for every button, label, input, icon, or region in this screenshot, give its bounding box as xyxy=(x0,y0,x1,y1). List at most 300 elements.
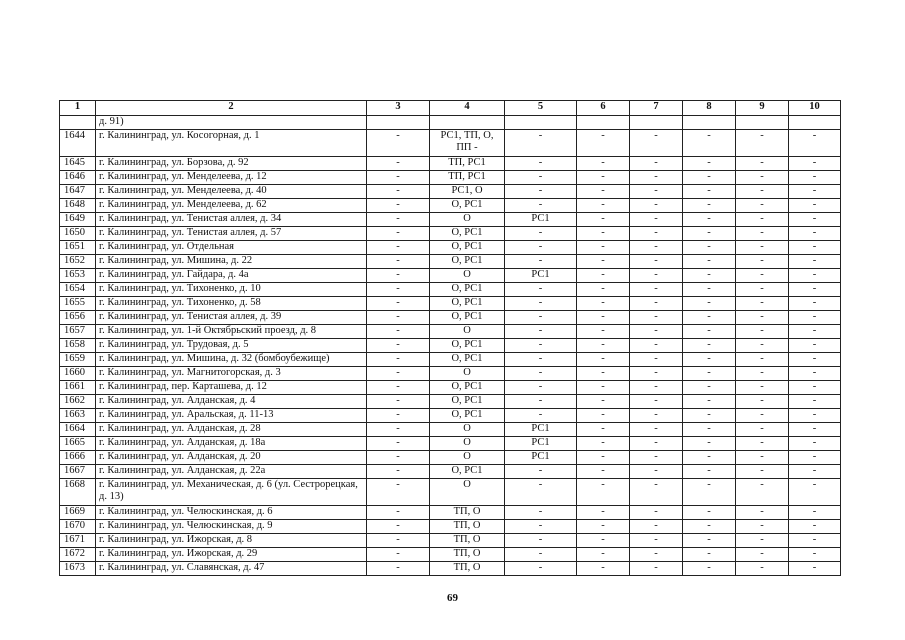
table-row xyxy=(60,227,841,241)
value-cell-col-7: - xyxy=(630,381,683,395)
value-cell-col-7: - xyxy=(630,395,683,409)
header-col-6: 6 xyxy=(577,101,630,116)
value-cell-col-8: - xyxy=(683,381,736,395)
value-cell-col-3: - xyxy=(367,157,430,171)
row-number: 1671 xyxy=(60,534,96,548)
row-number: 1654 xyxy=(60,283,96,297)
address-cell: г. Калининград, ул. Мишина, д. 32 (бомбоубежище) xyxy=(96,353,367,367)
table-row xyxy=(60,520,841,534)
value-cell-col-9: - xyxy=(736,534,789,548)
value-cell-col-9: - xyxy=(736,367,789,381)
table-row xyxy=(60,297,841,311)
value-cell-col-4: О, РС1 xyxy=(430,465,505,479)
value-cell-col-5: - xyxy=(505,548,577,562)
value-cell-col-6: - xyxy=(577,465,630,479)
value-cell-col-7: - xyxy=(630,269,683,283)
row-number: 1658 xyxy=(60,339,96,353)
table-row xyxy=(60,185,841,199)
value-cell-col-3: - xyxy=(367,185,430,199)
value-cell-col-7: - xyxy=(630,241,683,255)
value-cell-col-6: - xyxy=(577,325,630,339)
value-cell-col-6: - xyxy=(577,437,630,451)
address-cell: г. Калининград, ул. Алданская, д. 18а xyxy=(96,437,367,451)
value-cell-col-5: - xyxy=(505,520,577,534)
table-row xyxy=(60,199,841,213)
value-cell-col-5: - xyxy=(505,395,577,409)
row-number: 1667 xyxy=(60,465,96,479)
value-cell-col-4: О xyxy=(430,367,505,381)
value-cell-col-4: О, РС1 xyxy=(430,381,505,395)
address-cell: г. Калининград, ул. Тихоненко, д. 58 xyxy=(96,297,367,311)
value-cell-col-10: - xyxy=(789,506,841,520)
value-cell-col-10: - xyxy=(789,465,841,479)
address-cell: г. Калининград, ул. Магнитогорская, д. 3 xyxy=(96,367,367,381)
row-number: 1669 xyxy=(60,506,96,520)
value-cell-col-9 xyxy=(736,116,789,130)
table-row xyxy=(60,381,841,395)
value-cell-col-7: - xyxy=(630,451,683,465)
value-cell-col-6: - xyxy=(577,479,630,506)
value-cell-col-8: - xyxy=(683,409,736,423)
value-cell-col-4: ТП, О xyxy=(430,520,505,534)
value-cell-col-3: - xyxy=(367,199,430,213)
value-cell-col-5: - xyxy=(505,506,577,520)
row-number: 1657 xyxy=(60,325,96,339)
header-col-2: 2 xyxy=(96,101,367,116)
value-cell-col-4: О, РС1 xyxy=(430,227,505,241)
value-cell-col-8: - xyxy=(683,423,736,437)
table-row xyxy=(60,395,841,409)
value-cell-col-7: - xyxy=(630,227,683,241)
value-cell-col-5: - xyxy=(505,311,577,325)
value-cell-col-7: - xyxy=(630,409,683,423)
value-cell-col-8: - xyxy=(683,451,736,465)
value-cell-col-5: - xyxy=(505,130,577,157)
value-cell-col-5: - xyxy=(505,339,577,353)
value-cell-col-4: ТП, О xyxy=(430,562,505,576)
value-cell-col-7: - xyxy=(630,199,683,213)
value-cell-col-3: - xyxy=(367,311,430,325)
value-cell-col-4: ТП, РС1 xyxy=(430,171,505,185)
address-cell: г. Калининград, ул. Аральская, д. 11-13 xyxy=(96,409,367,423)
value-cell-col-10: - xyxy=(789,185,841,199)
value-cell-col-6: - xyxy=(577,213,630,227)
value-cell-col-10: - xyxy=(789,451,841,465)
row-number: 1656 xyxy=(60,311,96,325)
value-cell-col-8: - xyxy=(683,465,736,479)
value-cell-col-9: - xyxy=(736,325,789,339)
value-cell-col-3: - xyxy=(367,255,430,269)
value-cell-col-7: - xyxy=(630,297,683,311)
value-cell-col-8: - xyxy=(683,241,736,255)
value-cell-col-5: РС1 xyxy=(505,423,577,437)
value-cell-col-3: - xyxy=(367,562,430,576)
value-cell-col-8: - xyxy=(683,227,736,241)
value-cell-col-3: - xyxy=(367,381,430,395)
value-cell-col-5: - xyxy=(505,171,577,185)
table-row xyxy=(60,423,841,437)
value-cell-col-4: РС1, ТП, О, ПП - xyxy=(430,130,505,157)
address-cell: г. Калининград, ул. Косогорная, д. 1 xyxy=(96,130,367,157)
value-cell-col-5: - xyxy=(505,199,577,213)
value-cell-col-9: - xyxy=(736,157,789,171)
value-cell-col-10: - xyxy=(789,437,841,451)
value-cell-col-8: - xyxy=(683,534,736,548)
value-cell-col-3: - xyxy=(367,506,430,520)
value-cell-col-7: - xyxy=(630,311,683,325)
value-cell-col-8: - xyxy=(683,283,736,297)
value-cell-col-3: - xyxy=(367,367,430,381)
value-cell-col-6: - xyxy=(577,311,630,325)
value-cell-col-5: - xyxy=(505,465,577,479)
value-cell-col-10: - xyxy=(789,534,841,548)
address-cell: г. Калининград, ул. Челюскинская, д. 9 xyxy=(96,520,367,534)
value-cell-col-9: - xyxy=(736,465,789,479)
value-cell-col-7: - xyxy=(630,213,683,227)
address-cell: г. Калининград, ул. Алданская, д. 28 xyxy=(96,423,367,437)
value-cell-col-3: - xyxy=(367,241,430,255)
value-cell-col-10: - xyxy=(789,157,841,171)
table-row xyxy=(60,479,841,506)
value-cell-col-10: - xyxy=(789,423,841,437)
row-number: 1665 xyxy=(60,437,96,451)
value-cell-col-3: - xyxy=(367,423,430,437)
value-cell-col-3: - xyxy=(367,171,430,185)
value-cell-col-7: - xyxy=(630,479,683,506)
value-cell-col-8: - xyxy=(683,437,736,451)
value-cell-col-8: - xyxy=(683,255,736,269)
value-cell-col-6: - xyxy=(577,451,630,465)
header-col-4: 4 xyxy=(430,101,505,116)
table-row xyxy=(60,534,841,548)
value-cell-col-8: - xyxy=(683,520,736,534)
table-row xyxy=(60,562,841,576)
value-cell-col-9: - xyxy=(736,213,789,227)
row-number xyxy=(60,116,96,130)
value-cell-col-3: - xyxy=(367,227,430,241)
value-cell-col-9: - xyxy=(736,451,789,465)
value-cell-col-6: - xyxy=(577,506,630,520)
value-cell-col-4: О, РС1 xyxy=(430,395,505,409)
value-cell-col-8: - xyxy=(683,185,736,199)
address-cell: г. Калининград, ул. Гайдара, д. 4а xyxy=(96,269,367,283)
value-cell-col-9: - xyxy=(736,409,789,423)
value-cell-col-7 xyxy=(630,116,683,130)
value-cell-col-9: - xyxy=(736,130,789,157)
value-cell-col-5: РС1 xyxy=(505,451,577,465)
value-cell-col-9: - xyxy=(736,506,789,520)
value-cell-col-10: - xyxy=(789,283,841,297)
value-cell-col-10: - xyxy=(789,311,841,325)
value-cell-col-10: - xyxy=(789,479,841,506)
value-cell-col-7: - xyxy=(630,534,683,548)
address-cell: г. Калининград, ул. Алданская, д. 4 xyxy=(96,395,367,409)
value-cell-col-5: - xyxy=(505,185,577,199)
value-cell-col-5: РС1 xyxy=(505,437,577,451)
value-cell-col-9: - xyxy=(736,199,789,213)
value-cell-col-3: - xyxy=(367,297,430,311)
value-cell-col-3: - xyxy=(367,548,430,562)
value-cell-col-8: - xyxy=(683,479,736,506)
value-cell-col-8: - xyxy=(683,130,736,157)
value-cell-col-6: - xyxy=(577,395,630,409)
address-cell: г. Калининград, ул. Алданская, д. 20 xyxy=(96,451,367,465)
value-cell-col-10: - xyxy=(789,269,841,283)
value-cell-col-5: - xyxy=(505,367,577,381)
row-number: 1644 xyxy=(60,130,96,157)
value-cell-col-4: О, РС1 xyxy=(430,199,505,213)
table-row xyxy=(60,339,841,353)
value-cell-col-10: - xyxy=(789,241,841,255)
value-cell-col-9: - xyxy=(736,311,789,325)
value-cell-col-6: - xyxy=(577,185,630,199)
value-cell-col-9: - xyxy=(736,437,789,451)
row-number: 1659 xyxy=(60,353,96,367)
table-row xyxy=(60,353,841,367)
value-cell-col-9: - xyxy=(736,339,789,353)
value-cell-col-6 xyxy=(577,116,630,130)
value-cell-col-7: - xyxy=(630,506,683,520)
row-number: 1663 xyxy=(60,409,96,423)
value-cell-col-10: - xyxy=(789,255,841,269)
row-number: 1668 xyxy=(60,479,96,506)
row-number: 1670 xyxy=(60,520,96,534)
value-cell-col-6: - xyxy=(577,171,630,185)
value-cell-col-3 xyxy=(367,116,430,130)
value-cell-col-9: - xyxy=(736,283,789,297)
header-col-1: 1 xyxy=(60,101,96,116)
value-cell-col-3: - xyxy=(367,479,430,506)
table-body xyxy=(60,116,841,576)
value-cell-col-6: - xyxy=(577,353,630,367)
row-number: 1660 xyxy=(60,367,96,381)
value-cell-col-7: - xyxy=(630,157,683,171)
address-cell: г. Калининград, ул. Менделеева, д. 62 xyxy=(96,199,367,213)
row-number: 1664 xyxy=(60,423,96,437)
value-cell-col-10: - xyxy=(789,395,841,409)
address-cell: г. Калининград, пер. Карташева, д. 12 xyxy=(96,381,367,395)
value-cell-col-9: - xyxy=(736,520,789,534)
value-cell-col-6: - xyxy=(577,520,630,534)
table-row xyxy=(60,437,841,451)
value-cell-col-7: - xyxy=(630,520,683,534)
value-cell-col-7: - xyxy=(630,339,683,353)
value-cell-col-9: - xyxy=(736,353,789,367)
value-cell-col-4: О xyxy=(430,325,505,339)
table-row xyxy=(60,325,841,339)
value-cell-col-7: - xyxy=(630,130,683,157)
value-cell-col-6: - xyxy=(577,227,630,241)
value-cell-col-7: - xyxy=(630,548,683,562)
value-cell-col-10: - xyxy=(789,562,841,576)
value-cell-col-9: - xyxy=(736,269,789,283)
value-cell-col-4: РС1, О xyxy=(430,185,505,199)
value-cell-col-10: - xyxy=(789,213,841,227)
header-col-5: 5 xyxy=(505,101,577,116)
address-cell: д. 91) xyxy=(96,116,367,130)
row-number: 1673 xyxy=(60,562,96,576)
value-cell-col-9: - xyxy=(736,171,789,185)
value-cell-col-3: - xyxy=(367,395,430,409)
value-cell-col-10: - xyxy=(789,339,841,353)
data-table xyxy=(59,100,841,576)
value-cell-col-4: О, РС1 xyxy=(430,353,505,367)
value-cell-col-8: - xyxy=(683,311,736,325)
value-cell-col-10: - xyxy=(789,227,841,241)
value-cell-col-6: - xyxy=(577,269,630,283)
address-cell: г. Калининград, ул. 1-й Октябрьский проезд, д. 8 xyxy=(96,325,367,339)
value-cell-col-5: - xyxy=(505,255,577,269)
value-cell-col-10: - xyxy=(789,520,841,534)
value-cell-col-3: - xyxy=(367,283,430,297)
value-cell-col-4: ТП, РС1 xyxy=(430,157,505,171)
value-cell-col-7: - xyxy=(630,465,683,479)
value-cell-col-4: О xyxy=(430,437,505,451)
value-cell-col-6: - xyxy=(577,534,630,548)
row-number: 1661 xyxy=(60,381,96,395)
value-cell-col-7: - xyxy=(630,437,683,451)
address-cell: г. Калининград, ул. Тенистая аллея, д. 34 xyxy=(96,213,367,227)
value-cell-col-8: - xyxy=(683,199,736,213)
row-number: 1646 xyxy=(60,171,96,185)
row-number: 1652 xyxy=(60,255,96,269)
value-cell-col-4: О, РС1 xyxy=(430,283,505,297)
value-cell-col-8: - xyxy=(683,506,736,520)
page-number: 69 xyxy=(447,592,458,604)
value-cell-col-3: - xyxy=(367,409,430,423)
value-cell-col-10: - xyxy=(789,367,841,381)
value-cell-col-4: О, РС1 xyxy=(430,297,505,311)
value-cell-col-4: О xyxy=(430,423,505,437)
value-cell-col-3: - xyxy=(367,269,430,283)
value-cell-col-8: - xyxy=(683,395,736,409)
value-cell-col-4: О, РС1 xyxy=(430,339,505,353)
table-row xyxy=(60,213,841,227)
address-cell: г. Калининград, ул. Ижорская, д. 29 xyxy=(96,548,367,562)
value-cell-col-6: - xyxy=(577,423,630,437)
header-col-8: 8 xyxy=(683,101,736,116)
row-number: 1655 xyxy=(60,297,96,311)
row-number: 1662 xyxy=(60,395,96,409)
value-cell-col-5: - xyxy=(505,297,577,311)
value-cell-col-3: - xyxy=(367,353,430,367)
value-cell-col-6: - xyxy=(577,297,630,311)
value-cell-col-10: - xyxy=(789,325,841,339)
value-cell-col-5: - xyxy=(505,381,577,395)
value-cell-col-6: - xyxy=(577,157,630,171)
value-cell-col-8: - xyxy=(683,562,736,576)
address-cell: г. Калининград, ул. Борзова, д. 92 xyxy=(96,157,367,171)
row-number: 1651 xyxy=(60,241,96,255)
value-cell-col-5: - xyxy=(505,562,577,576)
value-cell-col-9: - xyxy=(736,395,789,409)
header-col-10: 10 xyxy=(789,101,841,116)
value-cell-col-7: - xyxy=(630,185,683,199)
value-cell-col-5: - xyxy=(505,479,577,506)
value-cell-col-3: - xyxy=(367,465,430,479)
value-cell-col-7: - xyxy=(630,562,683,576)
value-cell-col-6: - xyxy=(577,130,630,157)
address-cell: г. Калининград, ул. Алданская, д. 22а xyxy=(96,465,367,479)
address-cell: г. Калининград, ул. Тихоненко, д. 10 xyxy=(96,283,367,297)
table-row xyxy=(60,283,841,297)
value-cell-col-3: - xyxy=(367,130,430,157)
row-number: 1666 xyxy=(60,451,96,465)
value-cell-col-5: - xyxy=(505,325,577,339)
value-cell-col-9: - xyxy=(736,548,789,562)
value-cell-col-9: - xyxy=(736,185,789,199)
table-row xyxy=(60,548,841,562)
table-row xyxy=(60,409,841,423)
value-cell-col-7: - xyxy=(630,171,683,185)
value-cell-col-4: О xyxy=(430,479,505,506)
value-cell-col-9: - xyxy=(736,423,789,437)
value-cell-col-3: - xyxy=(367,451,430,465)
value-cell-col-3: - xyxy=(367,437,430,451)
value-cell-col-10: - xyxy=(789,409,841,423)
address-cell: г. Калининград, ул. Менделеева, д. 12 xyxy=(96,171,367,185)
value-cell-col-5: - xyxy=(505,227,577,241)
value-cell-col-6: - xyxy=(577,381,630,395)
value-cell-col-10: - xyxy=(789,297,841,311)
value-cell-col-8: - xyxy=(683,297,736,311)
value-cell-col-6: - xyxy=(577,367,630,381)
value-cell-col-4: О xyxy=(430,451,505,465)
value-cell-col-9: - xyxy=(736,227,789,241)
row-number: 1648 xyxy=(60,199,96,213)
value-cell-col-7: - xyxy=(630,423,683,437)
row-number: 1650 xyxy=(60,227,96,241)
value-cell-col-9: - xyxy=(736,255,789,269)
row-number: 1672 xyxy=(60,548,96,562)
value-cell-col-9: - xyxy=(736,479,789,506)
value-cell-col-10: - xyxy=(789,171,841,185)
value-cell-col-3: - xyxy=(367,534,430,548)
value-cell-col-6: - xyxy=(577,241,630,255)
table-row xyxy=(60,255,841,269)
value-cell-col-10: - xyxy=(789,353,841,367)
address-cell: г. Калининград, ул. Ижорская, д. 8 xyxy=(96,534,367,548)
value-cell-col-8: - xyxy=(683,171,736,185)
table-row xyxy=(60,506,841,520)
value-cell-col-4: О xyxy=(430,213,505,227)
table-row xyxy=(60,451,841,465)
value-cell-col-8: - xyxy=(683,157,736,171)
value-cell-col-8: - xyxy=(683,548,736,562)
value-cell-col-8: - xyxy=(683,367,736,381)
address-cell: г. Калининград, ул. Механическая, д. 6 (ул. Сестрорецкая, д. 13) xyxy=(96,479,367,506)
row-number: 1645 xyxy=(60,157,96,171)
value-cell-col-6: - xyxy=(577,283,630,297)
value-cell-col-10: - xyxy=(789,199,841,213)
table-row xyxy=(60,241,841,255)
table-row xyxy=(60,130,841,157)
value-cell-col-5: - xyxy=(505,283,577,297)
value-cell-col-7: - xyxy=(630,255,683,269)
value-cell-col-8: - xyxy=(683,269,736,283)
table-row xyxy=(60,269,841,283)
value-cell-col-5: РС1 xyxy=(505,213,577,227)
value-cell-col-9: - xyxy=(736,297,789,311)
value-cell-col-5: - xyxy=(505,353,577,367)
header-col-9: 9 xyxy=(736,101,789,116)
value-cell-col-8: - xyxy=(683,353,736,367)
value-cell-col-3: - xyxy=(367,325,430,339)
address-cell: г. Калининград, ул. Тенистая аллея, д. 39 xyxy=(96,311,367,325)
address-cell: г. Калининград, ул. Менделеева, д. 40 xyxy=(96,185,367,199)
value-cell-col-5: - xyxy=(505,409,577,423)
address-cell: г. Калининград, ул. Мишина, д. 22 xyxy=(96,255,367,269)
